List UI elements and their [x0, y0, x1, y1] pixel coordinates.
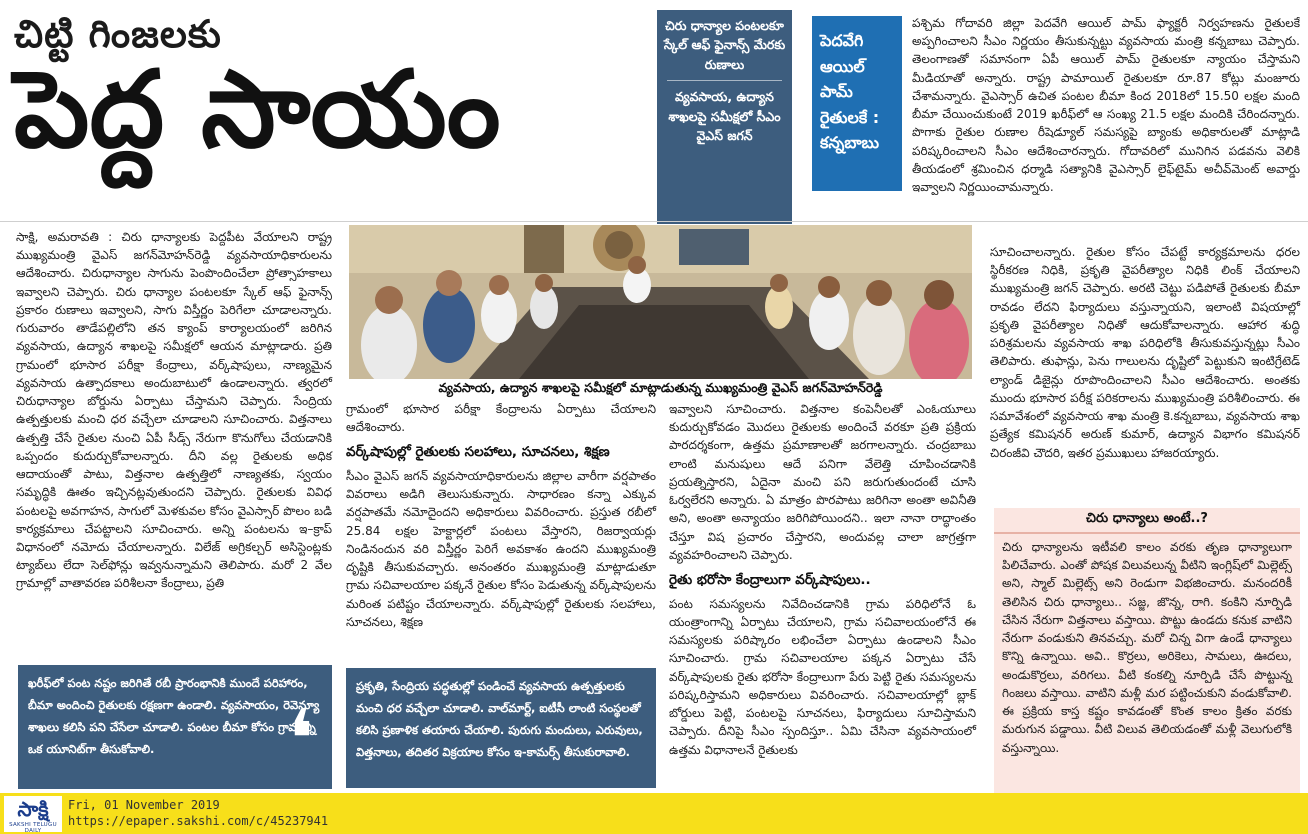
millets-panel-body: చిరు ధాన్యాలను ఇటీవలి కాలం వరకు తృణ ధాన్యాలుగా పిలిచేవారు. ఎంతో పోషక విలువలున్న వీటిని ఇంగ్లిష్‌లో మిల్లెట్స్ అని, స్మాల్ మిల్లెట్స్ అని రెండుగా విభజించారు. మనందరికీ తెలిసిన చిరు ధాన్యాలు.. సజ్జ, జొన్న, రాగి. కంకిని నూర్పిడి చేసిన నేరుగా విత్తనాలు వస్తాయి. పొట్టు ఉండదు కనుక వాటిని నేరుగా వండుకుని తినవచ్చు. మరో చిన్న విగా ఉండే ధాన్యాలు కొన్ని ఉన్నాయి. అవి.. కొర్రలు, అరికెలు, సామలు, ఊదలు, అండుకొర్రలు, వరిగలు. వీటి కంకల్ని నూర్పిడి చేసే పొట్టున్న గింజలు వస్తాయి. వాటిని మళ్లీ మర పట్టించుకుని వండుకోవాలి. ఈ ప్రక్రియ కాస్త కష్టం కావడంతో కొంత కాలం క్రితం వరకు మరుగున పడ్డాయి. వీటి విలువ తెలియడంతో మళ్లీ వెలుగులోకి వస్తున్నాయి.: [1002, 540, 1292, 755]
summary-part-1: చిరు ధాన్యాల పంటలకూ స్కేల్ ఆఫ్ ఫైనాన్స్ మేరకు రుణాలు: [663, 18, 786, 72]
oil-palm-article: పశ్చిమ గోదావరి జిల్లా పెదవేగి ఆయిల్ పామ్ ఫ్యాక్టరీ నిర్వహణను రైతులకే అప్పగించాలని సీఎం నిర్ణయం తీసుకున్నట్టు వ్యవసాయ మంత్రి కన్నబాబు చెప్పారు. తెలంగాణతో సమానంగా ఏపీ ఆయిల్ పామ్ రైతులకూ న్యాయం చేస్తామని మీడియాతో అన్నారు. రాష్ట్ర పామాయిల్ రైతులకూ రూ.87 కోట్లు మంజూరు చేశామన్నారు. వైఎస్సార్ ఉచిత పంటల బీమా కింద 2018లో 15.50 లక్షల మంది బీమా చేయించుకుంటే 2019 ఖరీఫ్‌లో ఆ సంఖ్య 21.5 లక్షల మందికి చేరిందన్నారు. పొగాకు రైతుల రుణాల రీషెడ్యూల్ సమస్యపై బ్యాంకు అధికారులతో మాట్లాడి పరిష్కరించాలని సీఎం ఆదేశించారన్నారు. గోదావరిలో మునిగిన పడవను వెలికి తీయడంలో శ్రమించిన ధర్మాడి సత్యానికి వైఎస్సార్ లైఫ్‌టైమ్ అచీవ్‌మెంట్ అవార్డు ఇవ్వాలని నిర్ణయించామన్నారు.: [912, 16, 1300, 195]
summary-part-2: వ్యవసాయ, ఉద్యాన శాఖలపై సమీక్షలో సీఎం వైఎస్ జగన్: [668, 89, 781, 143]
sakshi-logo-tagline: SAKSHI TELUGU DAILY: [9, 822, 57, 834]
article-column-right: సూచించాలన్నారు. రైతుల కోసం చేపట్టే కార్యక్రమాలను ధరల స్థిరీకరణ నిధికి, ప్రకృతి వైపరీత్యాల నిధికి లింక్ చేయాలని ముఖ్యమంత్రి జగన్ చెప్పారు. అరటి చెట్టు పడిపోతే రైతులకు బీమా రావడం లేదని ఫిర్యాదులు వస్తున్నాయని, ఇలాంటి విషయాల్లో ప్రకృతి వైపరీత్యాల నిధితో ఆదుకోవాలన్నారు. ఆహార శుద్ధి పరిశ్రమలను వ్యవసాయ శాఖ పరిధిలోకి తీసుకువస్తున్నట్లు సీఎం తెలిపారు. తుఫాన్లు, పెను గాలులను దృష్టిలో పెట్టుకుని ఇంటిగ్రేటెడ్ ల్యాండ్ డిజైన్లు రూపొందించాలని సీఎం ఆదేశించారు. అంతకు ముందు భూసార పరీక్ష పరికరాలను ముఖ్యమంత్రి పరిశీలించారు. ఈ సమావేశంలో వ్యవసాయ శాఖ మంత్రి కె.కన్నబాబు, వ్యవసాయ శాఖ ప్రత్యేక కమిషనర్ అరుణ్ కుమార్, ఉద్యాన విభాగం కమిషనర్ చిరంజీవి చౌదరి, ఇతర ప్రముఖులు హాజరయ్యారు.: [990, 245, 1300, 460]
middle-paragraph-2: సీఎం వైఎస్ జగన్ వ్యవసాయాధికారులను జిల్లాల వారీగా వర్షపాతం వివరాలు అడిగి తెలుసుకున్నారు. సాధారణం కన్నా ఎక్కువ వర్షపాతమే నమోదైందని అధికారులు వివరించారు. ప్రస్తుత రబీలో 25.84 లక్షల హెక్టార్లలో పంటలు వేస్తారని, రిజర్వాయర్లు నిండినందున వరి విస్తీర్ణం పెరిగే అవకాశం ఉందని ముఖ్యమంత్రి దృష్టికి తీసుకువచ్చారు. అనంతరం ముఖ్యమంత్రి మాట్లాడుతూ గ్రామ సచివాలయాల పక్కనే రైతుల కోసం పెడుతున్న వర్క్‌షాపులను మరింత పటిష్టం చేయాలన్నారు. వర్క్‌షాపుల్లో రైతులకు సలహాలు, సూచనలు, శిక్షణ: [346, 468, 656, 629]
sakshi-logo-text: సాక్షి: [17, 797, 49, 821]
quote-box-middle: ప్రకృతి, సేంద్రియ పద్ధతుల్లో పండించే వ్యవసాయ ఉత్పత్తులకు మంచి ధర వచ్చేలా చూడాలి. వాల్‌మార్ట్, ఐటీసీ లాంటి సంస్థలతో కలిసి ప్రణాళిక తయారు చేయాలి. పురుగు మందులు, ఎరువులు, విత్తనాలు, తదితర విక్రయాల కోసం ఇ-కామర్స్ తీసుకురావాలి.: [346, 668, 656, 788]
headline-main: పెద్ద సాయం: [14, 48, 501, 171]
millets-info-panel: [994, 508, 1300, 793]
article-column-middle: [346, 400, 656, 631]
footer-url[interactable]: https://epaper.sakshi.com/c/45237941: [68, 814, 329, 828]
millets-panel-title: చిరు ధాన్యాలు అంటే..?: [994, 508, 1300, 534]
oil-palm-box: పెదవేగి ఆయిల్ పామ్ రైతులకే : కన్నబాబు: [812, 16, 902, 191]
quote-mark-icon: ❛: [288, 693, 314, 786]
meeting-photo: [349, 225, 972, 379]
summary-divider: [667, 80, 782, 81]
article-column-left: సాక్షి, అమరావతి : చిరు ధాన్యాలకు పెద్దపీట వేయాలని రాష్ట్ర ముఖ్యమంత్రి వైఎస్ జగన్‌మోహన్‌రెడ్డి వ్యవసాయాధికారులను ఆదేశించారు. చిరుధాన్యాల సాగును పెంపొందించేలా ప్రోత్సాహకాలు ఇవ్వాలని చెప్పారు. చిరు ధాన్యాల పంటలకూ స్కేల్ ఆఫ్ ఫైనాన్స్ ప్రకారం రుణాలు ఇవ్వాలని, సాగు విస్తీర్ణం పెరిగేలా చూడాలన్నారు. గురువారం తాడేపల్లిలోని తన క్యాంప్ కార్యాలయంలో జరిగిన వ్యవసాయ, ఉద్యాన శాఖలపై సమీక్షలో ఆయన మాట్లాడారు. ప్రతి గ్రామంలో భూసార పరీక్షా కేంద్రాలు, వర్క్‌షాపులు, నాణ్యమైన వ్యవసాయ ఉత్పాదకాలు అందుబాటులో ఉండాలన్నారు. త్వరలో చిరుధాన్యాల బోర్డును ఏర్పాటు చేస్తామని చెప్పారు. సేంద్రియ ఉత్పత్తులకు మంచి ధర వచ్చేలా చూడాలని సూచించారు. విత్తనాలు ఉత్పత్తి చేసే రైతుల నుంచి ఏపీ సీడ్స్ నేరుగా కొనుగోలు చేయడానికి ఒప్పందం కుదుర్చుకోవాలన్నారు. దీని వల్ల రైతులకు అధిక ఆదాయంతో పాటు, విత్తనాల ఉత్పత్తిలో నాణ్యతకు, స్వయం సమృద్ధికి ఊతం ఇచ్చినట్లవుతుందని చెప్పారు. రైతులకు వివిధ పంటలపై అవగాహన, సాగులో మెళకువల కోసం వైఎస్సార్ పొలం బడి కార్యక్రమాలు చేపట్టాలని సూచించారు. అన్ని పంటలను ఇ–క్రాప్ విధానంలో నమోదు చేయాలన్నారు. విలేజ్ అగ్రికల్చర్ అసిస్టెంట్లకు ట్యాబ్‌లు లేదా సెల్‌ఫోన్లు ఇవ్వనున్నామని తెలిపారు. మరో 2 వేల గ్రామాల్లో వాతావరణ పరిశీలనా కేంద్రాలు, ప్రతి: [16, 230, 332, 591]
middle-paragraph-1: గ్రామంలో భూసార పరీక్షా కేంద్రాలను ఏర్పాటు చేయాలని ఆదేశించారు.: [346, 402, 656, 435]
middle-right-paragraph-2: పంట సమస్యలను నివేదించడానికి గ్రామ పరిధిలోనే ఓ యంత్రాంగాన్ని ఏర్పాటు చేయాలని, గ్రామ సచివాలయంలోనే ఈ సమస్యలకు పరిష్కారం లభించేలా ఏర్పాటు ఉండాలని సీఎం సూచించారు. గ్రామ సచివాలయాల పక్కన ఏర్పాటు చేసే వర్క్‌షాపులకు రైతు భరోసా కేంద్రాలుగా పేరు పెట్టి రైతు సమస్యలను పరిష్కరిస్తామని అధికారులు వివరించారు. సచివాలయాల్లో బ్లాక్ బోర్డులు పెట్టి, పంటలపై సూచనలు, ఫిర్యాదులు సూచిస్తామని చెప్పారు. దీనిపై సీఎం స్పందిస్తూ.. ఏమి చేసినా వ్యవసాయంలో ఉత్తమ విధానాలనే రైతులకు: [669, 596, 976, 757]
footer-info: [68, 797, 328, 829]
workshop-subheading: వర్క్‌షాపుల్లో రైతులకు సలహాలు, సూచనలు, శిక్షణ: [346, 444, 610, 461]
quote-box-left: ఖరీఫ్‌లో పంట నష్టం జరిగితే రబీ ప్రారంభానికి ముందే పరిహారం, బీమా అందించి రైతులకు రక్షణగా ఉండాలి. వ్యవసాయం, రెవెన్యూ శాఖలు కలిసి పని చేసేలా చూడాలి. పంటల బీమా కోసం గ్రామాన్ని ఒక యూనిట్‌గా తీసుకోవాలి.: [18, 665, 332, 789]
middle-right-paragraph-1: ఇవ్వాలని సూచించారు. విత్తనాల కంపెనీలతో ఎంఓయూలు కుదుర్చుకోవడం మొదలు రైతులకు అందించే వరకూ ప్రతి ప్రక్రియ పారదర్శకంగా, ఉత్తమ ప్రమాణాలతో జరగాలన్నారు. చంద్రబాబు లాంటి మనుషులు ఆదే పనిగా వేలెత్తి చూపించడానికి ప్రయత్నిస్తారని, ఏదైనా మంచి పని జరుగుతుందంటే చూసి ఓర్వలేరని అన్నారు. ఏ మాత్రం పొరపాటు జరిగినా అంతా అవినీతి అని, అంతా అన్యాయం జరిగిపోయిందని.. ఇలా నానా రాద్ధాంతం చేస్తూ విష ప్రచారం చేస్తారని, అందువల్ల చాలా జాగ్రత్తగా వ్యవహరించాలని చెప్పారు.: [669, 402, 976, 562]
photo-caption: వ్యవసాయ, ఉద్యాన శాఖలపై సమీక్షలో మాట్లాడుతున్న ముఖ్యమంత్రి వైఎస్ జగన్‌మోహన్‌రెడ్డి: [438, 380, 883, 395]
summary-box: [657, 10, 792, 224]
sakshi-logo[interactable]: [4, 796, 62, 832]
rythu-bharosa-subheading: రైతు భరోసా కేంద్రాలుగా వర్క్‌షాపులు..: [669, 572, 871, 589]
article-column-middle-right: [669, 400, 976, 759]
meeting-photo-illustration: [349, 225, 972, 379]
section-divider: [0, 221, 1308, 222]
footer-date: Fri, 01 November 2019: [68, 798, 220, 812]
headline-kicker: చిట్టి గింజలకు: [14, 12, 222, 56]
